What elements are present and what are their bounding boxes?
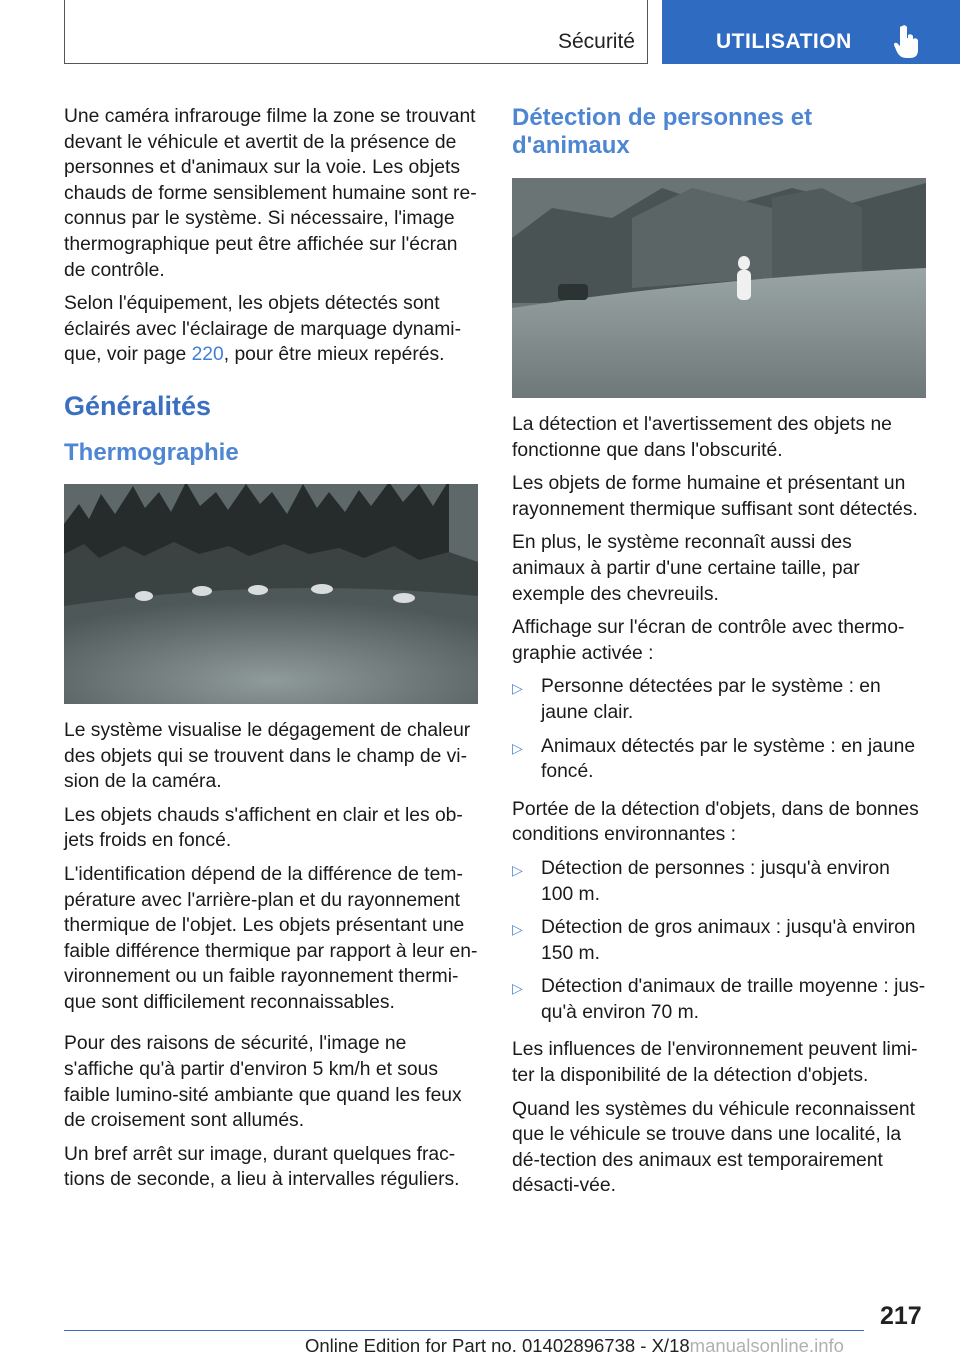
detect-paragraph-5: Portée de la détection d'objets, dans de bonnes conditions environnantes :	[512, 798, 919, 846]
heading-detection: Détection de personnes et d'animaux	[512, 104, 813, 159]
list-item: ▷ Détection de personnes : jusqu'à environ 100 m.	[512, 857, 890, 905]
footer-rule	[64, 1330, 864, 1331]
watermark-text: manualsonline.info	[689, 1335, 844, 1356]
list-item: ▷ Personne détectées par le système : en jaune clair.	[512, 676, 881, 723]
detect-paragraph-7: Quand les systèmes du véhicule reconnaissent que le véhicule se trouve dans une localité, la dé-tection des animaux est temporairement désacti-vée.	[512, 1098, 915, 1197]
header-tab[interactable]	[662, 0, 960, 64]
detect-paragraph-3: En plus, le système reconnaît aussi des animaux à partir d'une certaine taille, par exemple des chevreuils.	[512, 532, 860, 605]
bullet-triangle-icon: ▷	[512, 739, 523, 756]
section-title: Sécurité	[557, 30, 635, 53]
heading-generalites: Généralités	[64, 390, 212, 421]
tab-utilisation[interactable]: UTILISATION	[716, 30, 852, 53]
bullet-triangle-icon: ▷	[512, 861, 523, 878]
page-number: 217	[880, 1302, 922, 1330]
equipment-text-b: , pour être mieux repérés.	[223, 344, 445, 366]
range-list	[512, 856, 926, 1026]
edition-text: Online Edition for Part no. 01402896738 - X/18	[305, 1335, 690, 1356]
thermo-paragraph-4: Pour des raisons de sécurité, l'image ne s'affiche qu'à partir d'environ 5 km/h et sous faible lumino-sité ambiante que quand les feux de croisement sont allumés.	[64, 1033, 462, 1132]
equipment-paragraph	[64, 291, 478, 368]
thermo-paragraph-5: Un bref arrêt sur image, durant quelques frac-tions de seconde, a lieu à intervalles réguliers.	[64, 1143, 460, 1191]
thermal-person-image	[512, 178, 926, 398]
detect-paragraph-1: La détection et l'avertissement des objets ne fonctionne que dans l'obscurité.	[512, 414, 892, 461]
detect-paragraph-2: Les objets de forme humaine et présentant un rayonnement thermique suffisant sont détectés.	[512, 473, 918, 520]
bullet-triangle-icon: ▷	[512, 680, 523, 697]
display-list	[512, 674, 926, 784]
right-column	[512, 104, 926, 1207]
header-section-box	[64, 0, 648, 64]
thermo-paragraph-2: Les objets chauds s'affichent en clair et les ob-jets froids en foncé.	[64, 804, 463, 852]
bullet-triangle-icon: ▷	[512, 980, 523, 997]
footer-edition	[305, 1335, 844, 1357]
thermo-paragraph-1: Le système visualise le dégagement de chaleur des objets qui se trouvent dans le champ de vi-sion de la caméra.	[64, 719, 471, 793]
list-item: ▷ Détection de gros animaux : jusqu'à environ 150 m.	[512, 917, 916, 964]
detect-paragraph-6: Les influences de l'environnement peuvent limi-ter la disponibilité de la détection d'objets.	[512, 1039, 918, 1087]
list-item: ▷ Détection d'animaux de traille moyenne : jus-qu'à environ 70 m.	[512, 976, 926, 1023]
equipment-text-a: Selon l'équipement, les objets détectés sont éclairés avec l'éclairage de marquage dynami-que, voir page	[64, 293, 462, 366]
thermo-paragraph-3: L'identification dépend de la différence de tem-pérature avec l'arrière-plan et du rayonnement thermique de l'objet. Les objets présentant une faible différence thermique par rapport à leur en-vironnement ou un faible rayonnement thermi-que sont difficilement reconnaissables.	[64, 863, 478, 1013]
left-column	[64, 104, 478, 1201]
intro-paragraph: Une caméra infrarouge filme la zone se trouvant devant le véhicule et avertit de la présence de personnes et d'animaux sur la voie. Les objets chauds de forme sensiblement humaine sont re-connus par le système. Si nécessaire, l'image thermographique peut être affichée sur l'écran de contrôle.	[64, 106, 477, 281]
list-item: ▷ Animaux détectés par le système : en jaune foncé.	[512, 735, 916, 783]
heading-thermographie: Thermographie	[64, 438, 239, 466]
bullet-triangle-icon: ▷	[512, 921, 523, 938]
thermal-animals-image	[64, 484, 478, 704]
page-link[interactable]: 220	[191, 344, 224, 366]
detect-paragraph-4: Affichage sur l'écran de contrôle avec thermo-graphie activée :	[512, 617, 905, 664]
hand-pointer-icon	[894, 24, 922, 58]
